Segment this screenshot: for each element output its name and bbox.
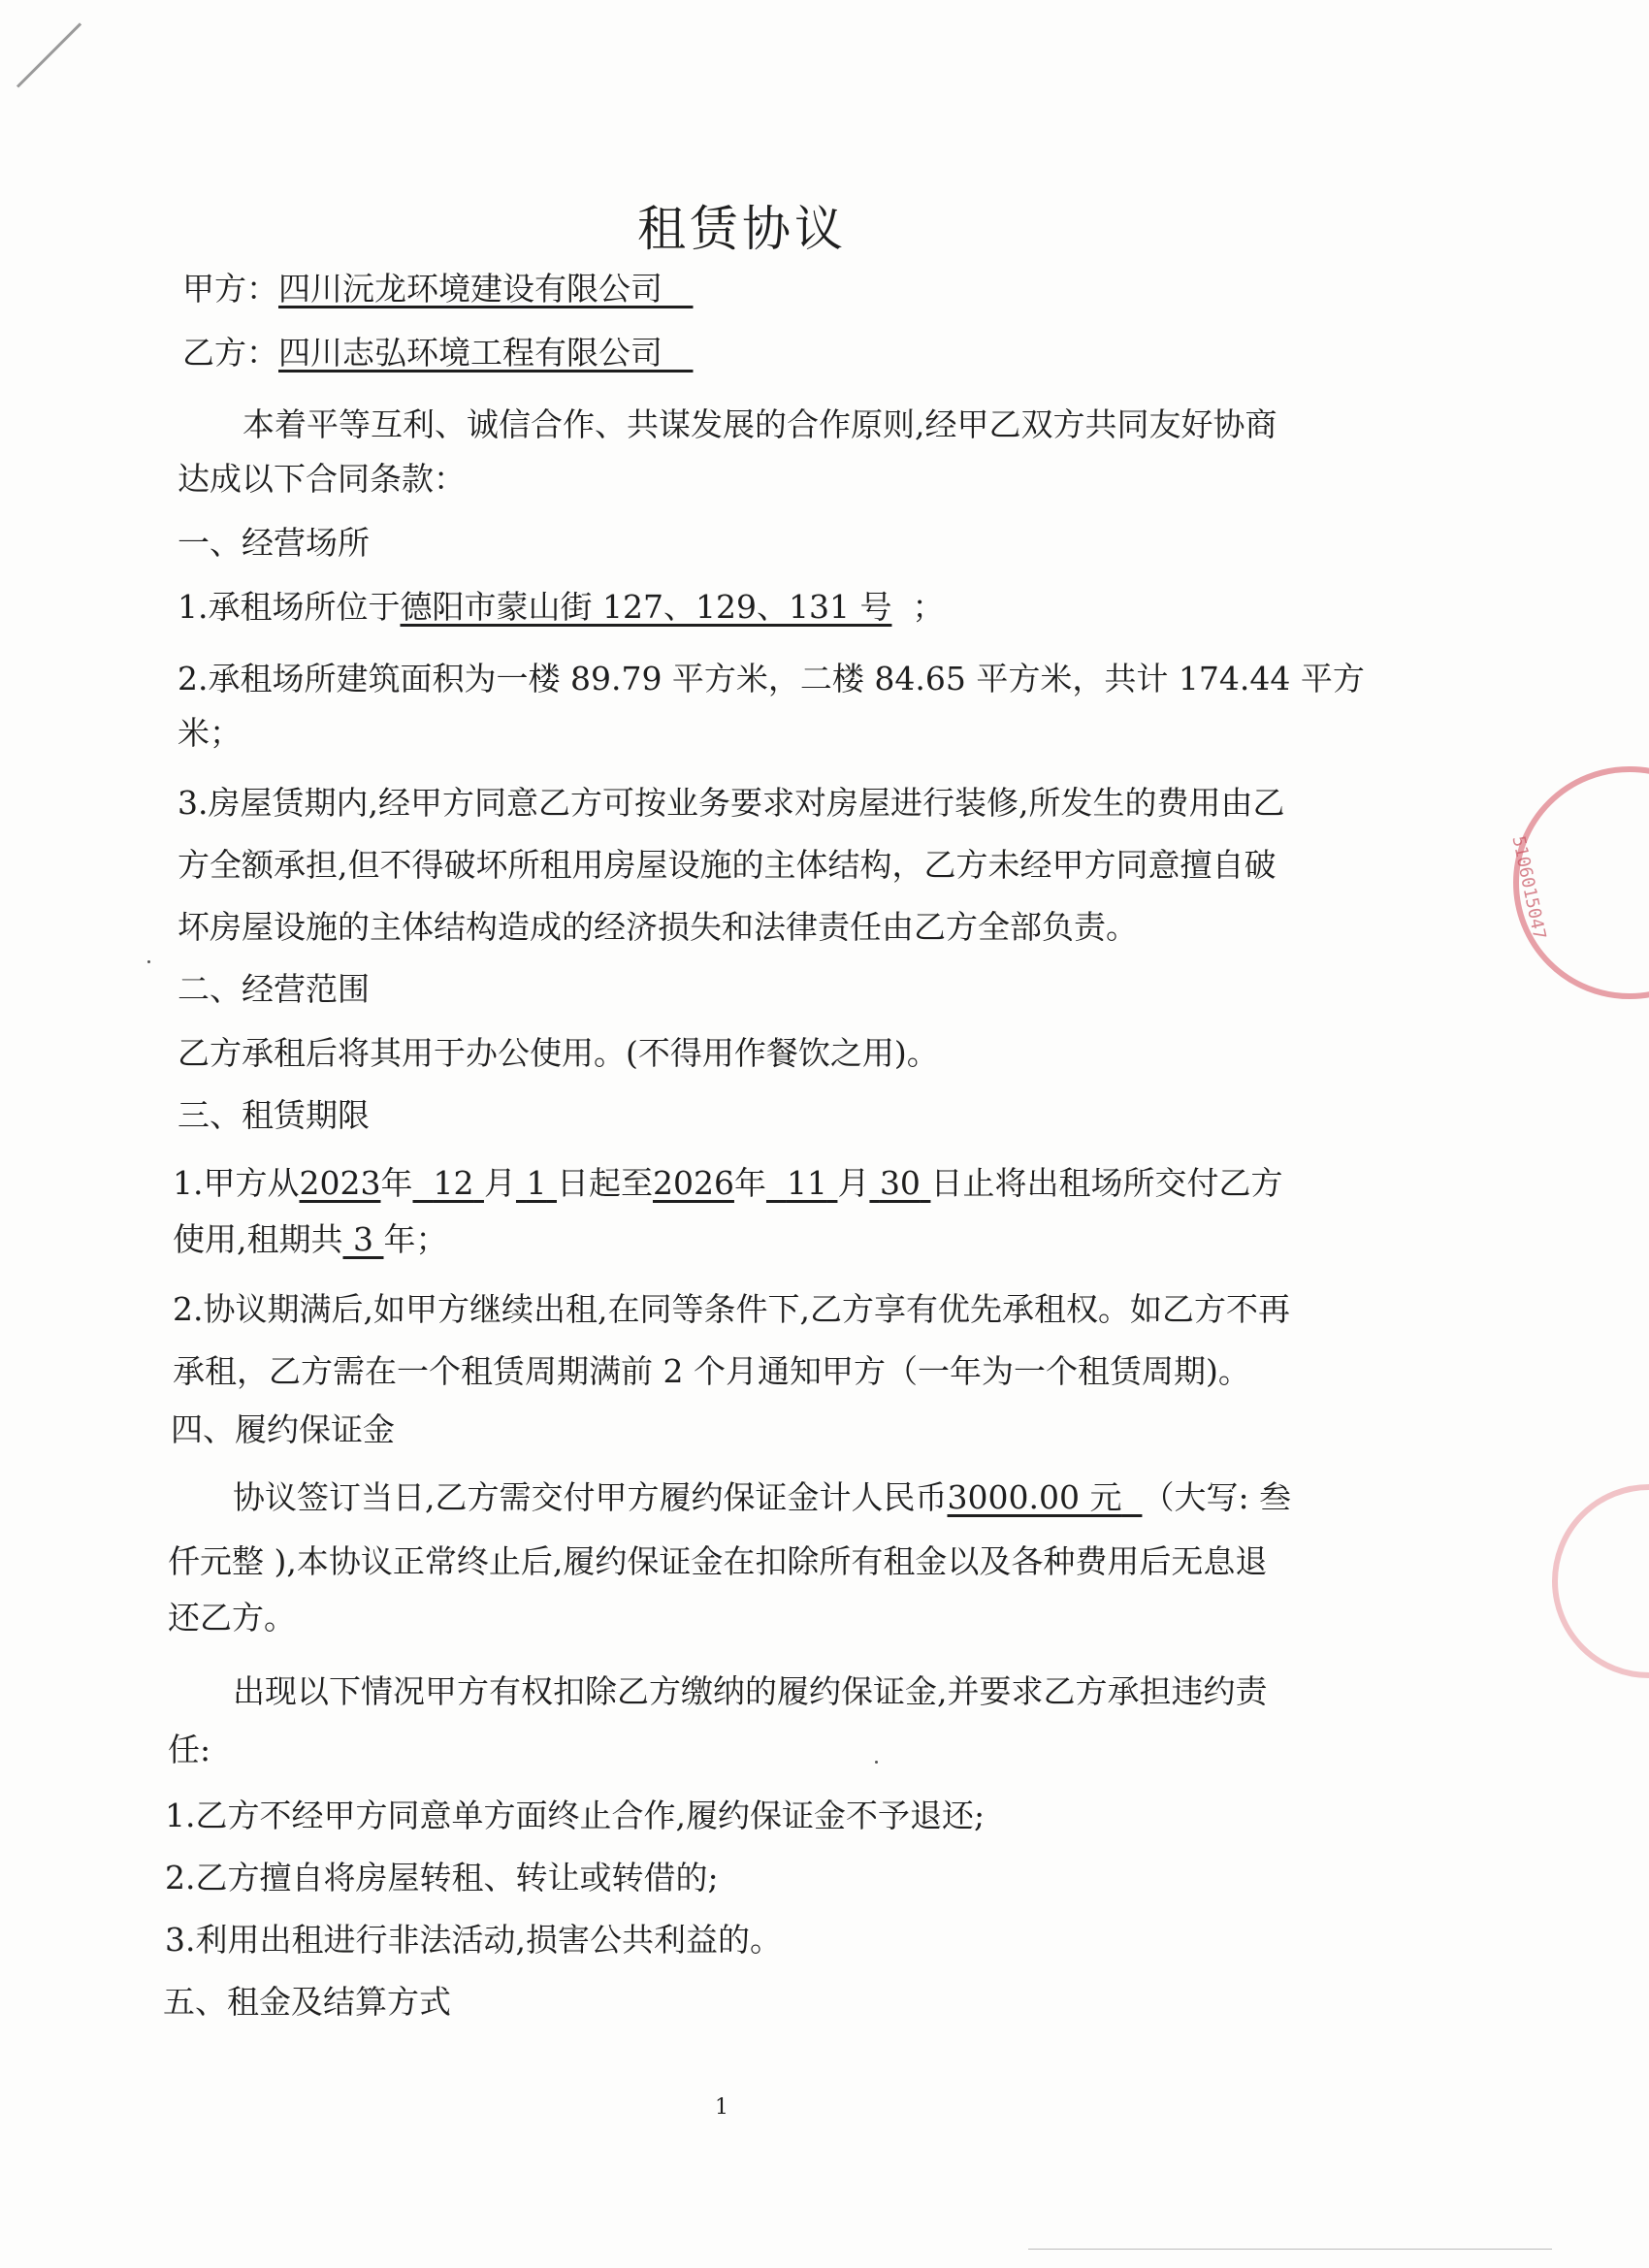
clause-3-1-line-2 bbox=[173, 1220, 448, 1259]
clause-3-2-line-2: 承租，乙方需在一个租赁周期满前 2 个月通知甲方（一年为一个租赁周期)。 bbox=[173, 1352, 1250, 1390]
until-label: 日起至 bbox=[556, 1164, 653, 1202]
clause-1-1-end: ； bbox=[912, 588, 945, 626]
section-1-heading: 一、经营场所 bbox=[178, 524, 370, 562]
end-year: 2026 bbox=[652, 1164, 734, 1202]
premises-address: 德阳市蒙山街 127、129、131 号 bbox=[400, 588, 892, 626]
term-years: 3 bbox=[353, 1220, 373, 1258]
end-month: 11 bbox=[786, 1164, 827, 1202]
scan-edge-line bbox=[1028, 2249, 1552, 2250]
deposit-line-2: 仟元整 ),本协议正常终止后,履约保证金在扣除所有租金以及各种费用后无息退 bbox=[168, 1542, 1268, 1580]
forfeit-line-1: 出现以下情况甲方有权扣除乙方缴纳的履约保证金,并要求乙方承担违约责 bbox=[233, 1672, 1268, 1710]
year-label: 年 bbox=[733, 1164, 766, 1202]
scan-speck bbox=[147, 960, 150, 963]
section-2-heading: 二、经营范围 bbox=[178, 970, 370, 1008]
end-day: 30 bbox=[879, 1164, 921, 1202]
clause-1-2-line-1: 2.承租场所建筑面积为一楼 89.79 平方米，二楼 84.65 平方米，共计 174.44 平方 bbox=[178, 660, 1365, 697]
forfeit-item-1: 1.乙方不经甲方同意单方面终止合作,履约保证金不予退还; bbox=[165, 1797, 986, 1834]
section-4-heading: 四、履约保证金 bbox=[171, 1410, 395, 1448]
deposit-text: 协议签订当日,乙方需交付甲方履约保证金计人民币 bbox=[233, 1478, 948, 1516]
deposit-uppercase-label: （大写: 叁 bbox=[1142, 1478, 1292, 1516]
section-2-text: 乙方承租后将其用于办公使用。(不得用作餐饮之用)。 bbox=[178, 1034, 939, 1072]
clause-1-3-line-1: 3.房屋赁期内,经甲方同意乙方可按业务要求对房屋进行装修,所发生的费用由乙 bbox=[178, 784, 1285, 822]
forfeit-item-2: 2.乙方擅自将房屋转租、转让或转借的; bbox=[165, 1859, 719, 1896]
party-b-value: 四川志弘环境工程有限公司 bbox=[278, 334, 663, 372]
party-b-label: 乙方： bbox=[182, 334, 278, 372]
scan-speck bbox=[875, 1761, 878, 1764]
intro-line-1: 本着平等互利、诚信合作、共谋发展的合作原则,经甲乙双方共同友好协商 bbox=[242, 405, 1277, 443]
party-b-line bbox=[182, 334, 693, 373]
forfeit-item-3: 3.利用出租进行非法活动,损害公共利益的。 bbox=[165, 1921, 782, 1959]
deposit-amount: 3000.00 元 bbox=[947, 1478, 1122, 1516]
month-label: 月 bbox=[837, 1164, 870, 1202]
month-label: 月 bbox=[483, 1164, 516, 1202]
year-label: 年 bbox=[380, 1164, 413, 1202]
section-3-heading: 三、租赁期限 bbox=[178, 1096, 370, 1134]
clause-3-2-line-1: 2.协议期满后,如甲方继续出租,在同等条件下,乙方享有优先承租权。如乙方不再 bbox=[173, 1290, 1290, 1328]
company-seal-fragment bbox=[1552, 1484, 1649, 1678]
start-day: 1 bbox=[526, 1164, 547, 1202]
clause-1-3-line-3: 坏房屋设施的主体结构造成的经济损失和法律责任由乙方全部负责。 bbox=[178, 908, 1138, 946]
forfeit-line-2: 任: bbox=[168, 1731, 211, 1768]
clause-1-1-text: 1.承租场所位于 bbox=[178, 588, 401, 626]
deposit-line-1 bbox=[233, 1478, 1291, 1517]
term-label: 使用,租期共 bbox=[173, 1220, 343, 1258]
intro-line-2: 达成以下合同条款： bbox=[178, 460, 466, 498]
start-year: 2023 bbox=[299, 1164, 381, 1202]
party-a-value: 四川沅龙环境建设有限公司 bbox=[278, 270, 663, 308]
term-unit: 年； bbox=[383, 1220, 448, 1258]
section-5-heading: 五、租金及结算方式 bbox=[163, 1983, 451, 2021]
clause-3-1-line-1 bbox=[173, 1164, 1282, 1203]
scan-mark bbox=[16, 22, 81, 87]
page-title: 租赁协议 bbox=[637, 201, 847, 257]
clause-3-1-tail: 日止将出租场所交付乙方 bbox=[930, 1164, 1283, 1202]
clause-3-1-text: 1.甲方从 bbox=[173, 1164, 300, 1202]
party-a-line bbox=[182, 270, 693, 308]
seal-number: 5106015047 bbox=[1507, 834, 1550, 942]
page-number: 1 bbox=[715, 2095, 728, 2120]
party-a-label: 甲方： bbox=[182, 270, 278, 308]
clause-1-3-line-2: 方全额承担,但不得破坏所租用房屋设施的主体结构，乙方未经甲方同意擅自破 bbox=[178, 846, 1277, 884]
clause-1-1 bbox=[178, 588, 944, 627]
start-month: 12 bbox=[433, 1164, 474, 1202]
deposit-line-3: 还乙方。 bbox=[168, 1599, 296, 1636]
clause-1-2-line-2: 米； bbox=[178, 714, 242, 752]
